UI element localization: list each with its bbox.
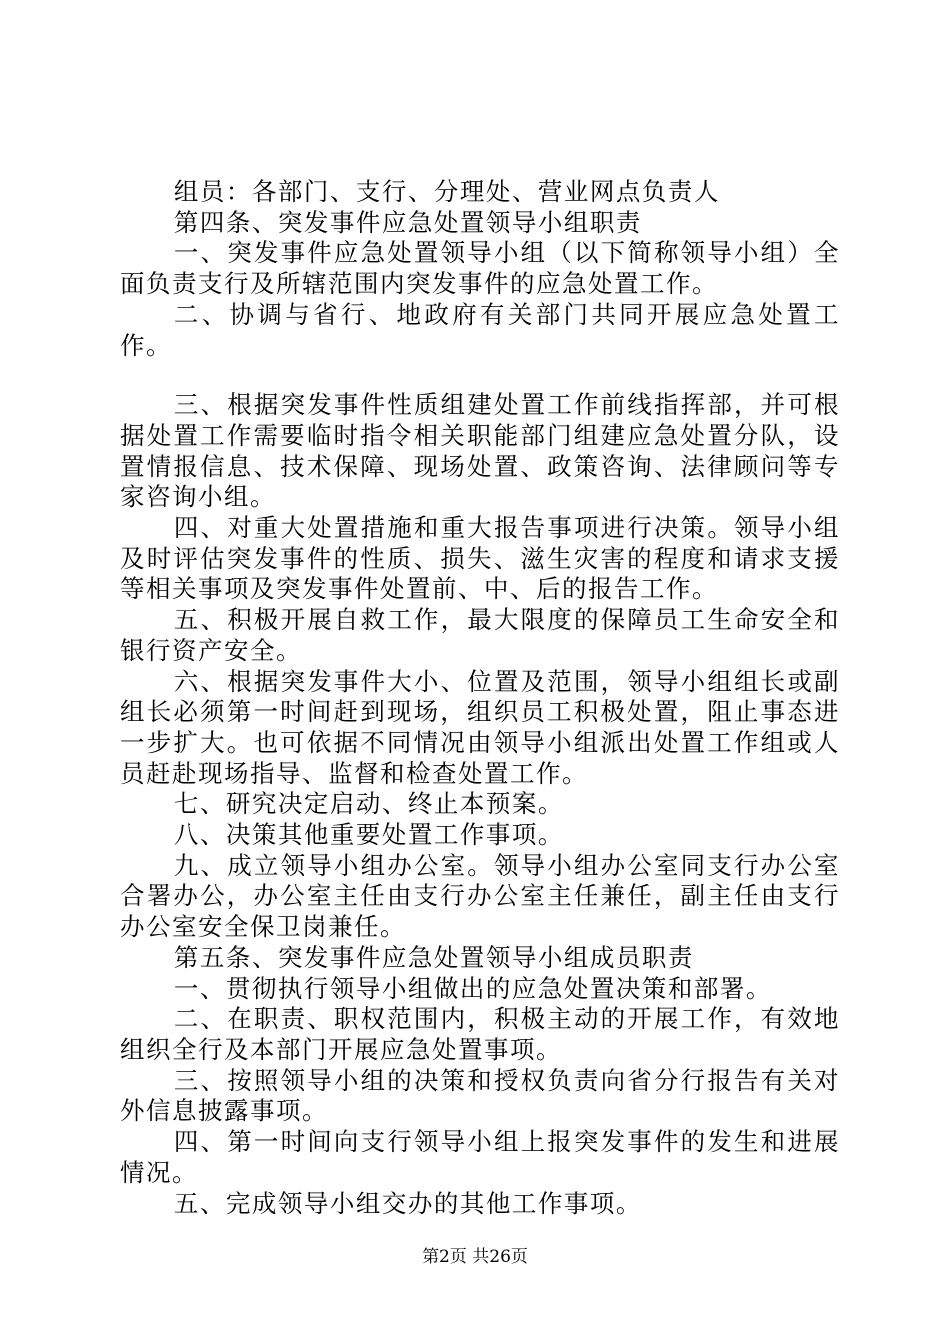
paragraph-article-5-item-1: 一、贯彻执行领导小组做出的应急处置决策和部署。 <box>173 973 772 1003</box>
paragraph-article-4-heading: 第四条、突发事件应急处置领导小组职责 <box>173 207 642 237</box>
paragraph-article-4-item-3: 三、根据突发事件性质组建处置工作前线指挥部，并可根据处置工作需要临时指令相关职能部门组建应急处置分队，设置情报信息、技术保障、现场处置、政策咨询、法律顾问等专家咨询小组。 <box>120 390 840 512</box>
paragraph-article-5-heading: 第五条、突发事件应急处置领导小组成员职责 <box>173 942 694 972</box>
paragraph-article-4-item-9: 九、成立领导小组办公室。领导小组办公室同支行办公室合署办公，办公室主任由支行办公室主任兼任，副主任由支行办公室安全保卫岗兼任。 <box>120 850 840 942</box>
paragraph-article-5-item-3: 三、按照领导小组的决策和授权负责向省分行报告有关对外信息披露事项。 <box>120 1065 840 1126</box>
paragraph-article-5-item-5: 五、完成领导小组交办的其他工作事项。 <box>173 1188 642 1218</box>
page-number-footer: 第2页 共26页 <box>422 1247 528 1267</box>
paragraph-article-4-item-4: 四、对重大处置措施和重大报告事项进行决策。领导小组及时评估突发事件的性质、损失、滋生灾害的程度和请求支援等相关事项及突发事件处置前、中、后的报告工作。 <box>120 513 840 604</box>
paragraph-article-5-item-2: 二、在职责、职权范围内，积极主动的开展工作，有效地组织全行及本部门开展应急处置事项。 <box>120 1004 840 1064</box>
paragraph-article-4-item-2: 二、协调与省行、地政府有关部门共同开展应急处置工作。 <box>120 299 840 360</box>
paragraph-article-4-item-1: 一、突发事件应急处置领导小组（以下简称领导小组）全面负责支行及所辖范围内突发事件的应急处置工作。 <box>120 238 840 299</box>
paragraph-article-5-item-4: 四、第一时间向支行领导小组上报突发事件的发生和进展情况。 <box>120 1127 840 1187</box>
paragraph-article-4-item-8: 八、决策其他重要处置工作事项。 <box>173 820 564 850</box>
paragraph-article-4-item-7: 七、研究决定启动、终止本预案。 <box>173 789 564 819</box>
paragraph-members: 组员：各部门、支行、分理处、营业网点负责人 <box>173 177 720 206</box>
paragraph-article-4-item-6: 六、根据突发事件大小、位置及范围，领导小组组长或副组长必须第一时间赶到现场，组织员工积极处置，阻止事态进一步扩大。也可依据不同情况由领导小组派出处置工作组或人员赶赴现场指导、监督和检查处置工作。 <box>120 666 840 788</box>
paragraph-article-4-item-5: 五、积极开展自救工作，最大限度的保障员工生命安全和银行资产安全。 <box>120 605 840 665</box>
document-body <box>120 177 840 1219</box>
